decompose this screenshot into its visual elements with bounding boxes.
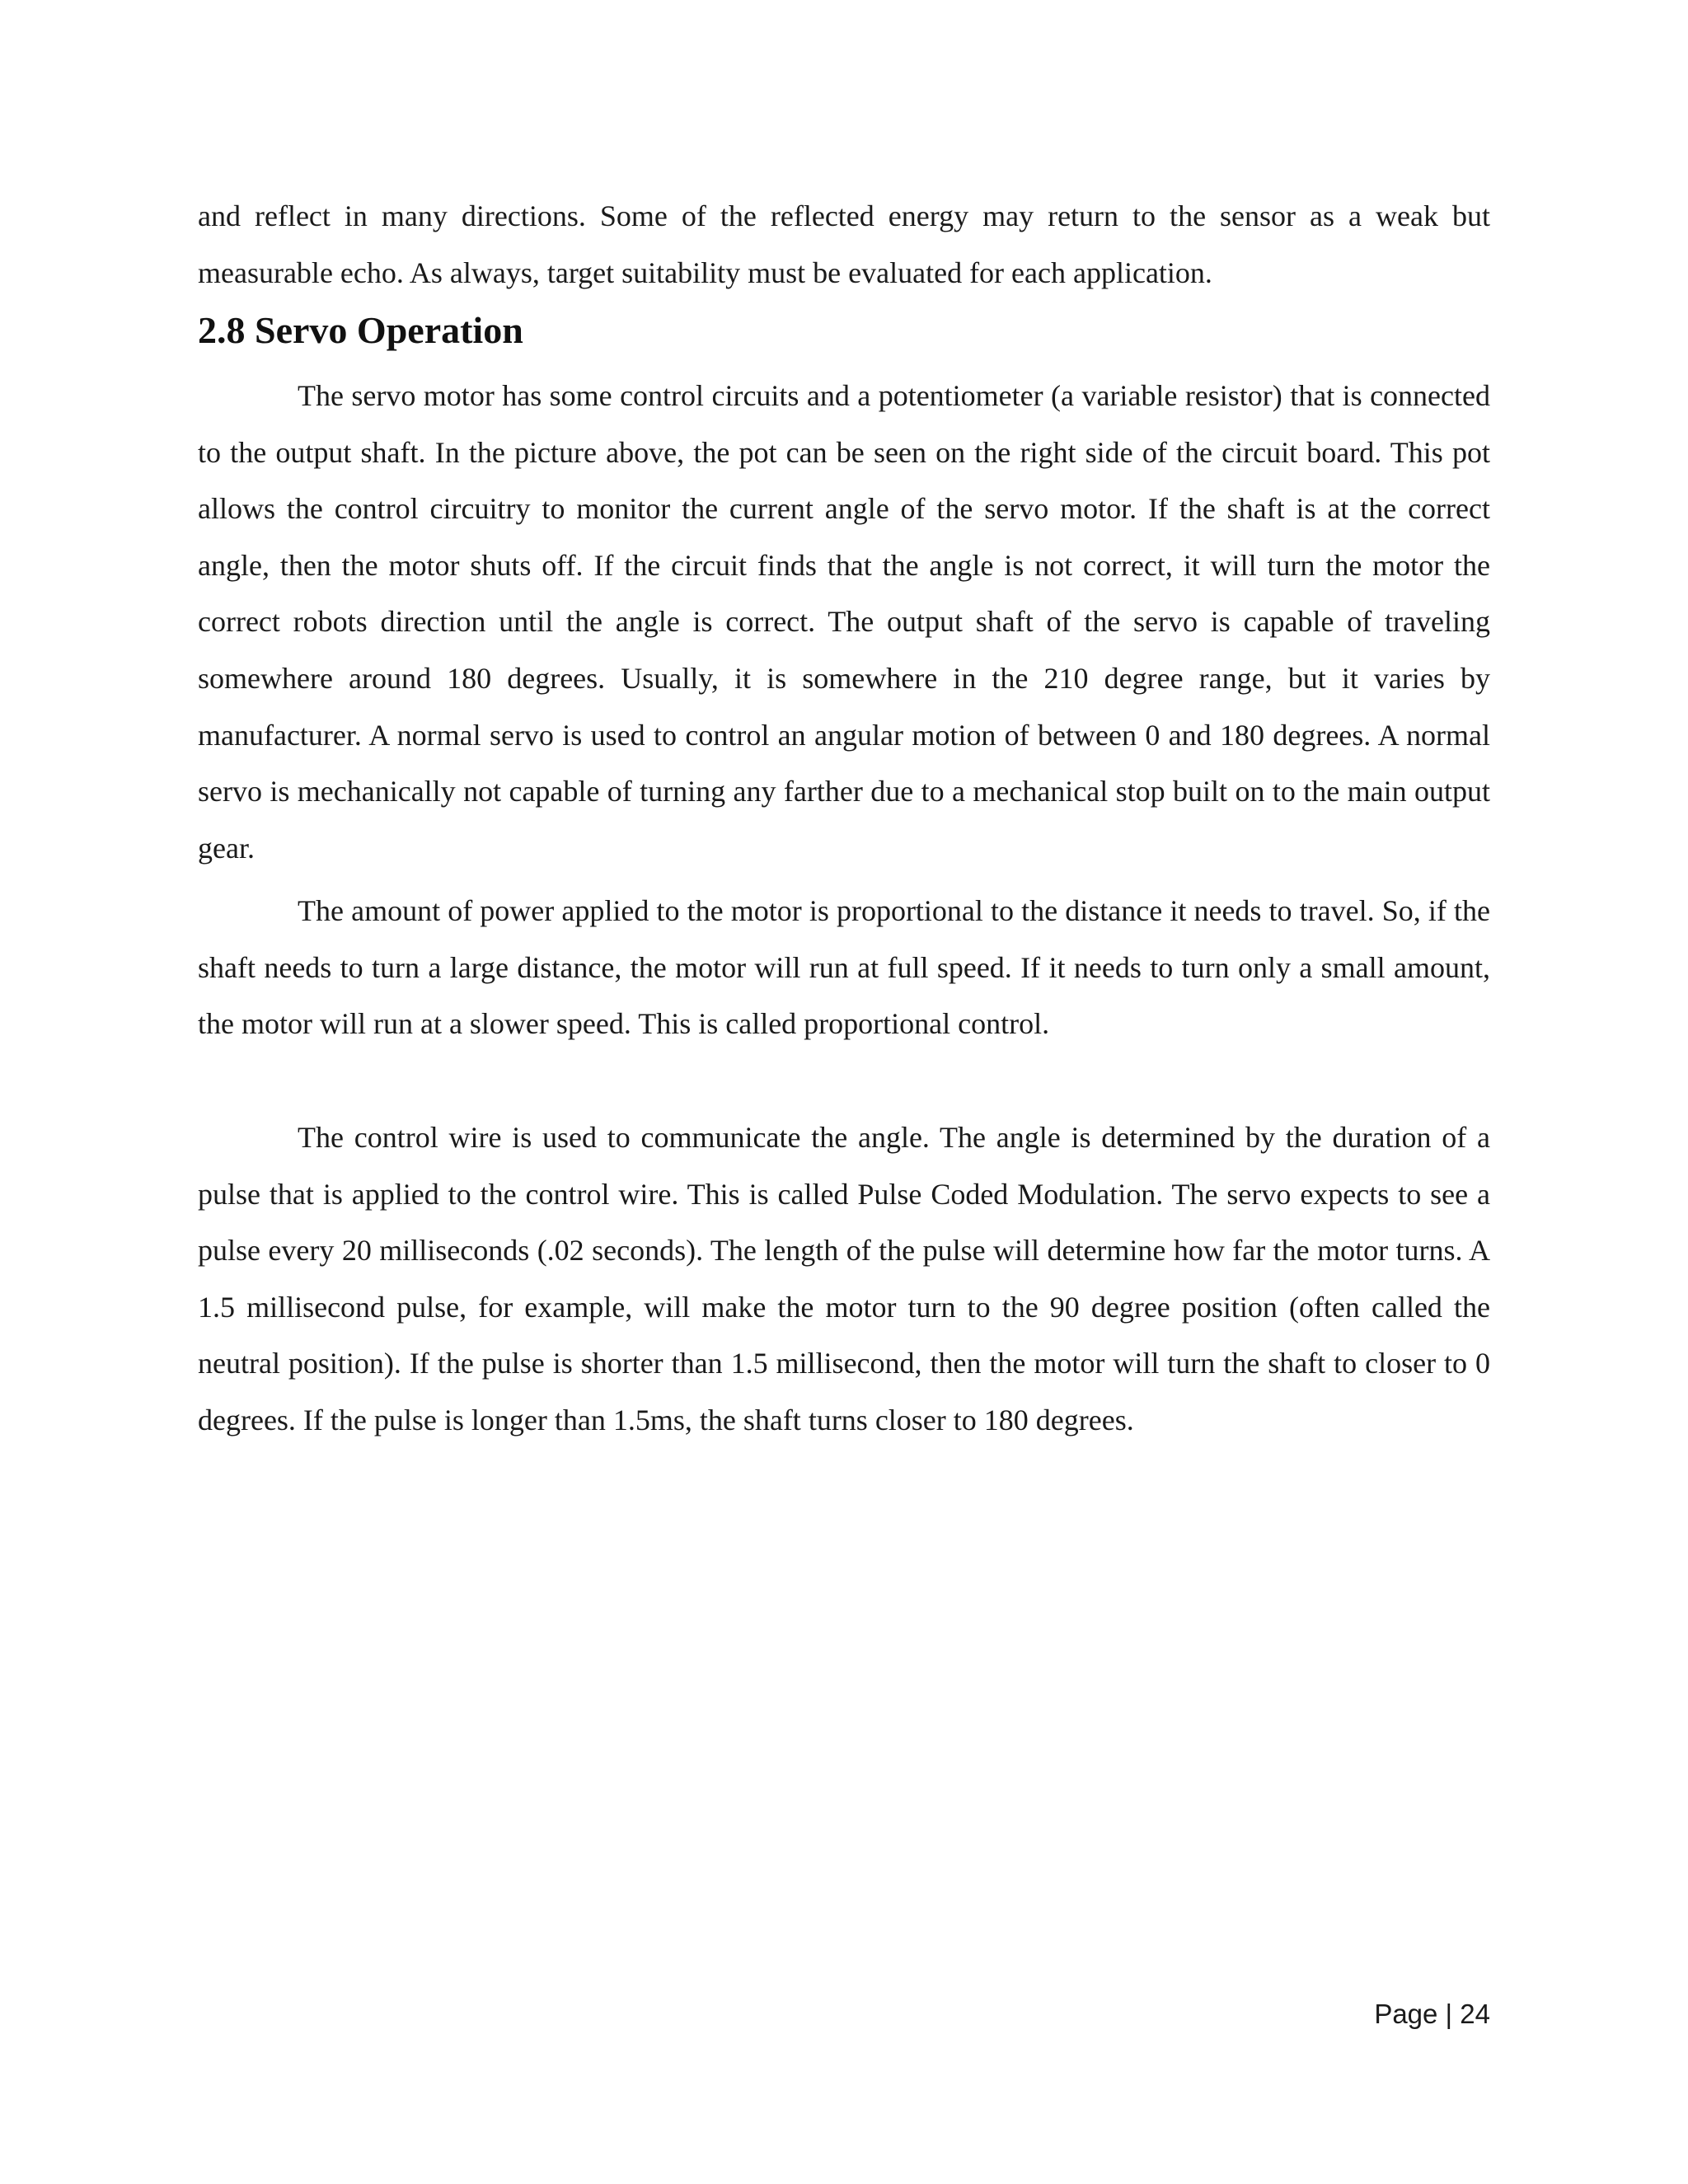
paragraph-intro: and reflect in many directions. Some of the reflected energy may return to the sensor as a weak but measurable echo. As always, target suitability must be evaluated for each application. <box>198 199 1490 289</box>
paragraph-servo-operation: The servo motor has some control circuits and a potentiometer (a variable resistor) that is connected to the output shaft. In the picture above, the pot can be seen on the right side of the circuit board. This pot allows the control circuitry to monitor the current angle of the servo motor. If the shaft is at the correct angle, then the motor shuts off. If the circuit finds that the angle is not correct, it will turn the motor the correct robots direction until the angle is correct. The output shaft of the servo is capable of traveling somewhere around 180 degrees. Usually, it is somewhere in the 210 degree range, but it varies by manufacturer. A normal servo is used to control an angular motion of between 0 and 180 degrees. A normal servo is mechanically not capable of turning any farther due to a mechanical stop built on to the main output gear. <box>198 379 1490 865</box>
paragraph-control-wire: The control wire is used to communicate the angle. The angle is determined by the duration of a pulse that is applied to the control wire. This is called Pulse Coded Modulation. The servo expects to see a pulse every 20 milliseconds (.02 seconds). The length of the pulse will determine how far the motor turns. A 1.5 millisecond pulse, for example, will make the motor turn to the 90 degree position (often called the neutral position). If the pulse is shorter than 1.5 millisecond, then the motor will turn the shaft to closer to 0 degrees. If the pulse is longer than 1.5ms, the shaft turns closer to 180 degrees. <box>198 1121 1490 1436</box>
section-heading: 2.8 Servo Operation <box>198 309 523 351</box>
paragraph-proportional-control: The amount of power applied to the motor is proportional to the distance it needs to travel. So, if the shaft needs to turn a large distance, the motor will run at full speed. If it needs to turn only a small amount, the motor will run at a slower speed. This is called proportional control. <box>198 894 1490 1041</box>
page-number: Page | 24 <box>1374 1999 1490 2029</box>
